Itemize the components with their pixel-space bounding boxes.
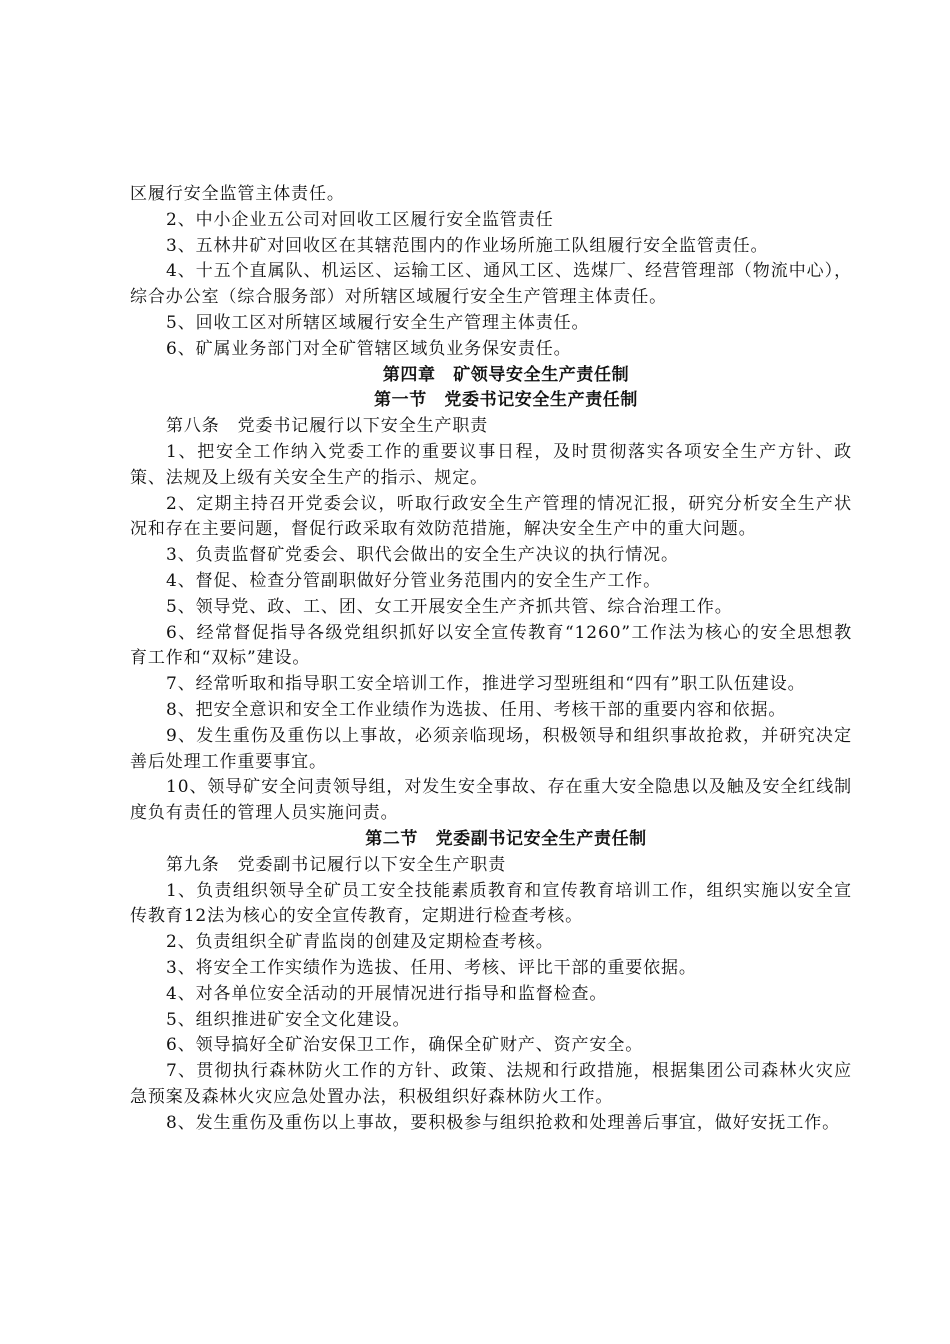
paragraph: 9、发生重伤及重伤以上事故，必须亲临现场，积极领导和组织事故抢救，并研究决定善后处理工作重要事宜。 xyxy=(130,725,852,772)
section-heading: 第二节 党委副书记安全生产责任制 xyxy=(365,828,647,849)
paragraph: 1、把安全工作纳入党委工作的重要议事日程，及时贯彻落实各项安全生产方针、政策、法规及上级有关安全生产的指示、规定。 xyxy=(130,441,852,488)
paragraph: 6、矿属业务部门对全矿管辖区域负业务保安责任。 xyxy=(166,338,572,359)
paragraph: 1、负责组织领导全矿员工安全技能素质教育和宣传教育培训工作，组织实施以安全宣传教育12法为核心的安全宣传教育，定期进行检查考核。 xyxy=(130,880,852,927)
paragraph: 5、领导党、政、工、团、女工开展安全生产齐抓共管、综合治理工作。 xyxy=(166,596,733,617)
paragraph: 3、将安全工作实绩作为选拔、任用、考核、评比干部的重要依据。 xyxy=(166,957,697,978)
paragraph: 3、负责监督矿党委会、职代会做出的安全生产决议的执行情况。 xyxy=(166,545,679,566)
paragraph: 4、对各单位安全活动的开展情况进行指导和监督检查。 xyxy=(166,983,608,1004)
paragraph: 2、定期主持召开党委会议，听取行政安全生产管理的情况汇报，研究分析安全生产状况和存在主要问题，督促行政采取有效防范措施，解决安全生产中的重大问题。 xyxy=(130,493,852,540)
paragraph: 2、中小企业五公司对回收工区履行安全监管责任 xyxy=(166,209,554,230)
paragraph: 6、经常督促指导各级党组织抓好以安全宣传教育“1260”工作法为核心的安全思想教育工作和“双标”建设。 xyxy=(130,622,852,669)
paragraph: 7、贯彻执行森林防火工作的方针、政策、法规和行政措施，根据集团公司森林火灾应急预案及森林火灾应急处置办法，积极组织好森林防火工作。 xyxy=(130,1061,852,1107)
paragraph: 5、组织推进矿安全文化建设。 xyxy=(166,1009,411,1030)
paragraph: 3、五林井矿对回收区在其辖范围内的作业场所施工队组履行安全监管责任。 xyxy=(166,235,769,256)
paragraph: 8、把安全意识和安全工作业绩作为选拔、任用、考核干部的重要内容和依据。 xyxy=(166,699,787,720)
paragraph: 4、督促、检查分管副职做好分管业务范围内的安全生产工作。 xyxy=(166,570,662,591)
section-heading: 第一节 党委书记安全生产责任制 xyxy=(374,390,638,411)
paragraph: 7、经常听取和指导职工安全培训工作，推进学习型班组和“四有”职工队伍建设。 xyxy=(166,674,806,695)
document-body xyxy=(130,182,852,1136)
paragraph: 4、十五个直属队、机运区、运输工区、通风工区、选煤厂、经营管理部（物流中心），综合办公室（综合服务部）对所辖区域履行安全生产管理主体责任。 xyxy=(130,261,852,308)
paragraph: 区履行安全监管主体责任。 xyxy=(130,184,345,204)
paragraph: 10、领导矿安全问责领导组，对发生安全事故、存在重大安全隐患以及触及安全红线制度负有责任的管理人员实施问责。 xyxy=(130,777,852,824)
paragraph: 第九条 党委副书记履行以下安全生产职责 xyxy=(166,854,507,875)
paragraph: 2、负责组织全矿青监岗的创建及定期检查考核。 xyxy=(166,932,554,953)
paragraph: 6、领导搞好全矿治安保卫工作，确保全矿财产、资产安全。 xyxy=(166,1035,644,1056)
paragraph: 第八条 党委书记履行以下安全生产职责 xyxy=(166,416,489,437)
chapter-heading: 第四章 矿领导安全生产责任制 xyxy=(382,364,630,385)
paragraph: 8、发生重伤及重伤以上事故，要积极参与组织抢救和处理善后事宜，做好安抚工作。 xyxy=(166,1112,841,1133)
paragraph: 5、回收工区对所辖区域履行安全生产管理主体责任。 xyxy=(166,312,590,333)
